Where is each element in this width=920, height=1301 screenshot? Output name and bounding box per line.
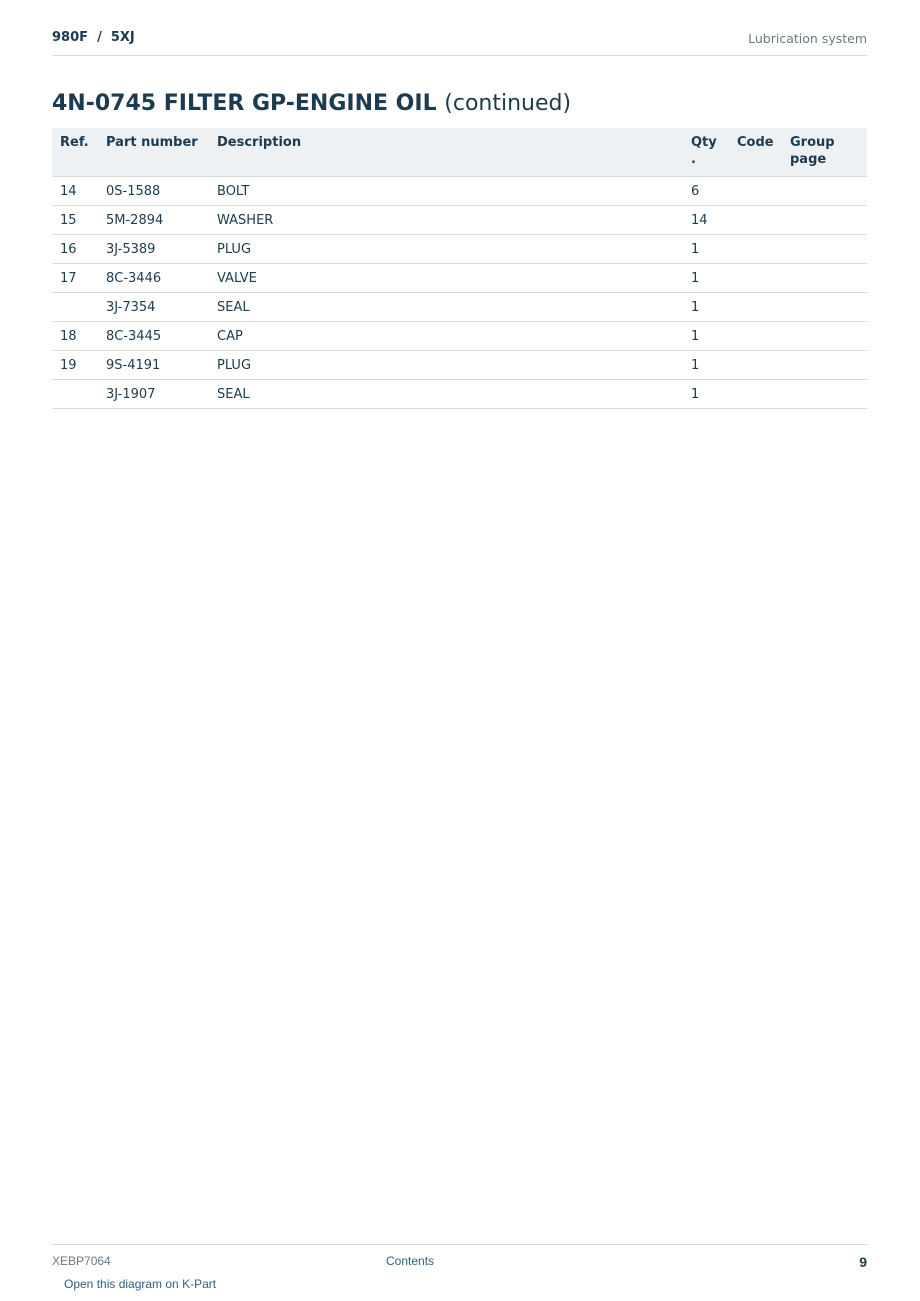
cell-group-page [782, 235, 867, 264]
contents-link[interactable]: Contents [386, 1254, 435, 1268]
column-header-group-page: Group page [782, 128, 867, 177]
cell-ref [52, 293, 98, 322]
cell-code [729, 293, 782, 322]
cell-group-page [782, 177, 867, 206]
cell-part-number: 3J-5389 [98, 235, 209, 264]
page-title [52, 89, 571, 119]
open-kpart-link[interactable]: Open this diagram on K-Part [64, 1277, 217, 1291]
table-row [52, 293, 867, 322]
continued-label: (continued) [444, 91, 572, 116]
table-row [52, 235, 867, 264]
cell-ref: 14 [52, 177, 98, 206]
cell-part-number: 0S-1588 [98, 177, 209, 206]
cell-description: SEAL [209, 293, 683, 322]
cell-description: BOLT [209, 177, 683, 206]
cell-qty: 1 [683, 264, 729, 293]
cell-group-page [782, 380, 867, 409]
document-id: XEBP7064 [52, 1254, 111, 1268]
cell-qty: 1 [683, 322, 729, 351]
cell-code [729, 380, 782, 409]
table-row [52, 322, 867, 351]
cell-group-page [782, 206, 867, 235]
table-row [52, 177, 867, 206]
table-row [52, 351, 867, 380]
cell-part-number: 3J-1907 [98, 380, 209, 409]
cell-ref: 16 [52, 235, 98, 264]
cell-description: PLUG [209, 351, 683, 380]
cell-description: CAP [209, 322, 683, 351]
cell-qty: 14 [683, 206, 729, 235]
cell-group-page [782, 351, 867, 380]
column-header-qty: Qty . [683, 128, 729, 177]
parts-table [52, 128, 867, 409]
cell-ref: 17 [52, 264, 98, 293]
table-header-row [52, 128, 867, 177]
column-header-part-number: Part number [98, 128, 209, 177]
cell-ref: 19 [52, 351, 98, 380]
cell-code [729, 206, 782, 235]
table-row [52, 380, 867, 409]
assembly-title: 4N-0745 FILTER GP-ENGINE OIL [52, 91, 437, 116]
section-name: Lubrication system [748, 31, 867, 46]
column-header-ref: Ref. [52, 128, 98, 177]
cell-description: WASHER [209, 206, 683, 235]
cell-qty: 1 [683, 380, 729, 409]
cell-part-number: 5M-2894 [98, 206, 209, 235]
cell-qty: 6 [683, 177, 729, 206]
cell-code [729, 264, 782, 293]
page-header [52, 28, 867, 56]
cell-description: VALVE [209, 264, 683, 293]
cell-ref: 15 [52, 206, 98, 235]
column-header-code: Code [729, 128, 782, 177]
cell-part-number: 3J-7354 [98, 293, 209, 322]
cell-ref [52, 380, 98, 409]
cell-group-page [782, 264, 867, 293]
cell-code [729, 177, 782, 206]
cell-qty: 1 [683, 293, 729, 322]
cell-description: SEAL [209, 380, 683, 409]
table-row [52, 264, 867, 293]
cell-code [729, 235, 782, 264]
cell-description: PLUG [209, 235, 683, 264]
model-serial-label: 980F / 5XJ [52, 30, 135, 45]
cell-code [729, 351, 782, 380]
table-row [52, 206, 867, 235]
column-header-description: Description [209, 128, 683, 177]
cell-part-number: 9S-4191 [98, 351, 209, 380]
page-footer [52, 1244, 867, 1301]
page-number: 9 [859, 1254, 867, 1270]
cell-qty: 1 [683, 235, 729, 264]
cell-group-page [782, 322, 867, 351]
cell-qty: 1 [683, 351, 729, 380]
cell-ref: 18 [52, 322, 98, 351]
cell-part-number: 8C-3446 [98, 264, 209, 293]
cell-code [729, 322, 782, 351]
cell-part-number: 8C-3445 [98, 322, 209, 351]
cell-group-page [782, 293, 867, 322]
